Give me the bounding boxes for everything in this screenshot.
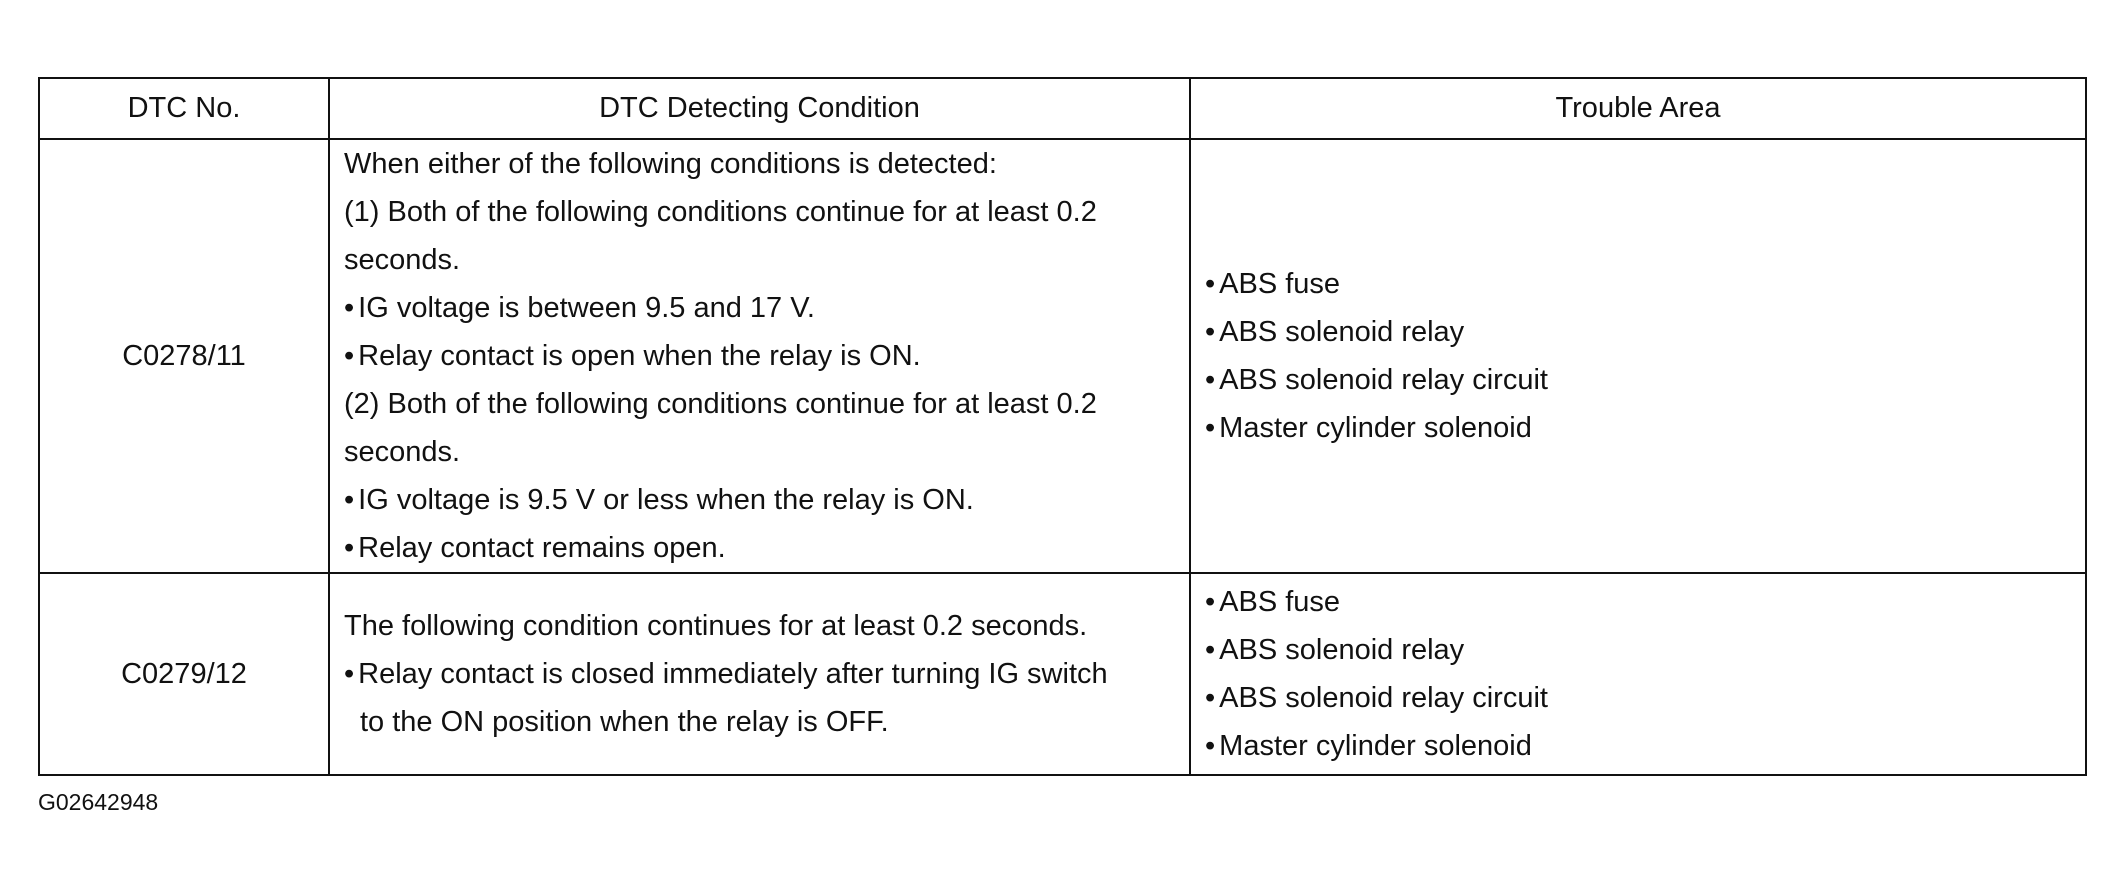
condition-bullet: • Relay contact is closed immediately after turning IG switch (344, 650, 1175, 698)
header-detecting-condition: DTC Detecting Condition (329, 78, 1190, 139)
condition-line: When either of the following conditions is detected: (344, 148, 997, 180)
condition-line: (2) Both of the following conditions continue for at least 0.2 (344, 388, 1097, 420)
dtc-code: C0279/12 (39, 573, 329, 775)
condition-bullet: • Relay contact is open when the relay is ON. (344, 332, 1175, 380)
figure-id: G02642948 (38, 789, 159, 815)
dtc-table (38, 77, 2087, 776)
trouble-area (1190, 139, 2086, 573)
dtc-code: C0278/11 (39, 139, 329, 573)
table-row (39, 573, 2086, 775)
trouble-area-item: • Master cylinder solenoid (1205, 722, 2071, 770)
condition-line: seconds. (344, 244, 461, 276)
trouble-area-item: • ABS solenoid relay (1205, 308, 2071, 356)
condition-bullet: • Relay contact remains open. (344, 524, 1175, 572)
trouble-area-item: • ABS solenoid relay (1205, 626, 2071, 674)
table-row (39, 139, 2086, 573)
condition-bullet: • IG voltage is 9.5 V or less when the relay is ON. (344, 476, 1175, 524)
detecting-condition (329, 573, 1190, 775)
trouble-area-item: • ABS solenoid relay circuit (1205, 674, 2071, 722)
trouble-area-item: • ABS fuse (1205, 578, 2071, 626)
header-dtc-no: DTC No. (39, 78, 329, 139)
condition-bullet: • IG voltage is between 9.5 and 17 V. (344, 284, 1175, 332)
trouble-area-item: • Master cylinder solenoid (1205, 404, 2071, 452)
detecting-condition (329, 139, 1190, 573)
condition-line: to the ON position when the relay is OFF. (360, 706, 889, 738)
condition-line: The following condition continues for at least 0.2 seconds. (344, 610, 1088, 642)
condition-line: (1) Both of the following conditions continue for at least 0.2 (344, 196, 1097, 228)
trouble-area-item: • ABS solenoid relay circuit (1205, 356, 2071, 404)
condition-line: seconds. (344, 436, 461, 468)
table-header-row (39, 78, 2086, 139)
header-trouble-area: Trouble Area (1190, 78, 2086, 139)
trouble-area-item: • ABS fuse (1205, 260, 2071, 308)
trouble-area (1190, 573, 2086, 775)
